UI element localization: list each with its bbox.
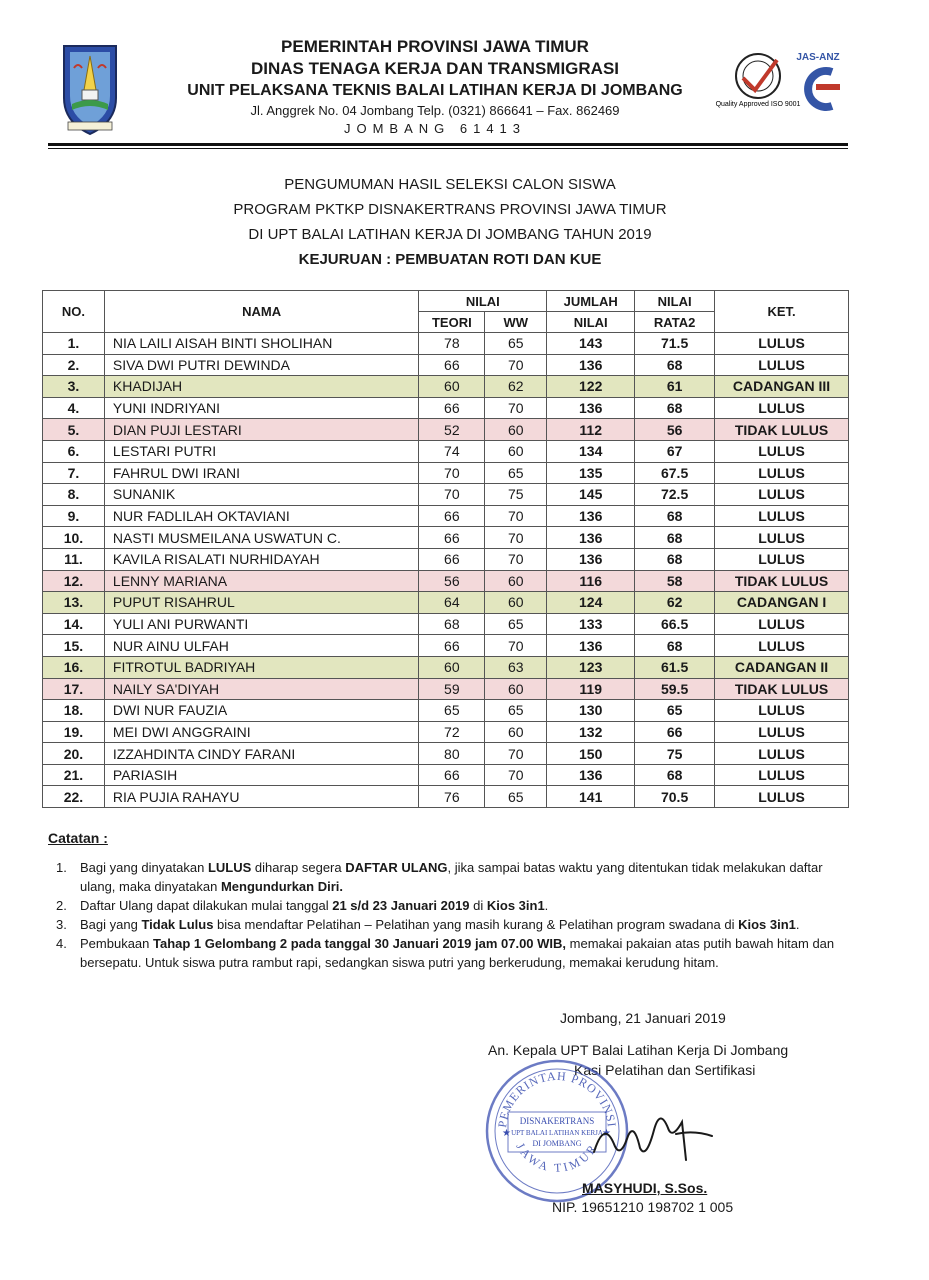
title-line2: PROGRAM PKTKP DISNAKERTRANS PROVINSI JAWA TIMUR xyxy=(233,201,667,218)
cell-rata: 67 xyxy=(635,440,715,462)
signatory-nip: NIP. 19651210 198702 1 005 xyxy=(552,1199,734,1215)
cell-ww: 70 xyxy=(485,743,547,765)
cell-nama: PARIASIH xyxy=(104,764,418,786)
cell-jumlah: 141 xyxy=(547,786,635,808)
cell-teori: 66 xyxy=(419,505,485,527)
table-row xyxy=(43,656,849,678)
cell-jumlah: 136 xyxy=(547,354,635,376)
cell-ww: 65 xyxy=(485,700,547,722)
stamp-line2: UPT BALAI LATIHAN KERJA xyxy=(511,1129,603,1137)
cell-teori: 70 xyxy=(419,484,485,506)
cell-ket: LULUS xyxy=(715,548,849,570)
east-java-emblem-icon xyxy=(58,38,122,138)
cell-jumlah: 136 xyxy=(547,397,635,419)
table-row xyxy=(43,527,849,549)
cell-no: 20. xyxy=(43,743,105,765)
cell-teori: 66 xyxy=(419,548,485,570)
cell-rata: 75 xyxy=(635,743,715,765)
cell-ww: 62 xyxy=(485,376,547,398)
letterhead-line1: PEMERINTAH PROVINSI JAWA TIMUR xyxy=(281,37,589,56)
letterhead-line2: DINAS TENAGA KERJA DAN TRANSMIGRASI xyxy=(250,59,620,78)
table-row xyxy=(43,440,849,462)
table-row xyxy=(43,354,849,376)
table-row xyxy=(43,700,849,722)
cell-no: 4. xyxy=(43,397,105,419)
svg-text:★: ★ xyxy=(602,1128,611,1139)
cell-no: 6. xyxy=(43,440,105,462)
cell-ket: LULUS xyxy=(715,354,849,376)
iso-certification-logo-icon xyxy=(715,50,801,122)
letterhead-city: JOMBANG 61413 xyxy=(343,121,527,136)
cell-ww: 60 xyxy=(485,678,547,700)
header-jumlah-nilai: NILAI xyxy=(547,312,635,333)
cell-jumlah: 145 xyxy=(547,484,635,506)
header-ww: WW xyxy=(485,312,547,333)
cell-jumlah: 136 xyxy=(547,505,635,527)
cell-teori: 56 xyxy=(419,570,485,592)
cell-no: 9. xyxy=(43,505,105,527)
signature-on-behalf: An. Kepala UPT Balai Latihan Kerja Di Jombang xyxy=(488,1042,789,1058)
cell-no: 19. xyxy=(43,721,105,743)
cell-rata: 66.5 xyxy=(635,613,715,635)
cell-teori: 66 xyxy=(419,764,485,786)
cell-teori: 66 xyxy=(419,354,485,376)
cell-no: 15. xyxy=(43,635,105,657)
cell-no: 17. xyxy=(43,678,105,700)
cell-rata: 58 xyxy=(635,570,715,592)
cell-ww: 60 xyxy=(485,419,547,441)
cell-nama: PUPUT RISAHRUL xyxy=(104,592,418,614)
table-row xyxy=(43,484,849,506)
cell-no: 13. xyxy=(43,592,105,614)
stamp-bottom-text: JAWA TIMUR xyxy=(513,1140,601,1175)
cell-ww: 60 xyxy=(485,592,547,614)
cell-ww: 63 xyxy=(485,656,547,678)
cell-ket: LULUS xyxy=(715,786,849,808)
cell-jumlah: 122 xyxy=(547,376,635,398)
cell-jumlah: 134 xyxy=(547,440,635,462)
cell-teori: 59 xyxy=(419,678,485,700)
cert-right-text: JAS-ANZ xyxy=(796,52,840,63)
cell-jumlah: 136 xyxy=(547,548,635,570)
table-row xyxy=(43,462,849,484)
cell-no: 16. xyxy=(43,656,105,678)
cell-ket: LULUS xyxy=(715,700,849,722)
cell-nama: SIVA DWI PUTRI DEWINDA xyxy=(104,354,418,376)
title-kejuruan: KEJURUAN : PEMBUATAN ROTI DAN KUE xyxy=(298,251,602,268)
note-item xyxy=(48,934,848,972)
cell-ww: 70 xyxy=(485,548,547,570)
table-row xyxy=(43,333,849,355)
cell-rata: 65 xyxy=(635,700,715,722)
cell-no: 10. xyxy=(43,527,105,549)
cell-nama: MEI DWI ANGGRAINI xyxy=(104,721,418,743)
jas-anz-logo-icon xyxy=(792,48,844,120)
letterhead-line3: UNIT PELAKSANA TEKNIS BALAI LATIHAN KERJA DI JOMBANG xyxy=(187,82,683,99)
cell-nama: NIA LAILI AISAH BINTI SHOLIHAN xyxy=(104,333,418,355)
cell-ww: 70 xyxy=(485,505,547,527)
table-row xyxy=(43,613,849,635)
cell-rata: 61.5 xyxy=(635,656,715,678)
cell-rata: 68 xyxy=(635,354,715,376)
cell-no: 2. xyxy=(43,354,105,376)
notes-list xyxy=(48,858,848,972)
title-line3: DI UPT BALAI LATIHAN KERJA DI JOMBANG TAHUN 2019 xyxy=(248,226,652,243)
cell-no: 11. xyxy=(43,548,105,570)
cell-ket: TIDAK LULUS xyxy=(715,419,849,441)
header-ket: KET. xyxy=(715,291,849,333)
cell-jumlah: 130 xyxy=(547,700,635,722)
cell-jumlah: 124 xyxy=(547,592,635,614)
cell-nama: LESTARI PUTRI xyxy=(104,440,418,462)
note-item xyxy=(48,896,848,915)
table-row xyxy=(43,721,849,743)
cell-jumlah: 143 xyxy=(547,333,635,355)
cell-no: 1. xyxy=(43,333,105,355)
cell-ket: LULUS xyxy=(715,484,849,506)
notes-heading: Catatan : xyxy=(48,830,108,846)
cell-ww: 70 xyxy=(485,354,547,376)
cell-nama: IZZAHDINTA CINDY FARANI xyxy=(104,743,418,765)
table-row xyxy=(43,786,849,808)
cell-ket: CADANGAN II xyxy=(715,656,849,678)
letterhead xyxy=(130,36,740,138)
cell-ww: 70 xyxy=(485,527,547,549)
cell-ww: 70 xyxy=(485,635,547,657)
cell-ket: LULUS xyxy=(715,505,849,527)
cell-nama: NAILY SA'DIYAH xyxy=(104,678,418,700)
table-row xyxy=(43,743,849,765)
cell-teori: 66 xyxy=(419,527,485,549)
header-teori: TEORI xyxy=(419,312,485,333)
cell-no: 3. xyxy=(43,376,105,398)
cell-nama: YULI ANI PURWANTI xyxy=(104,613,418,635)
note-text: Pembukaan Tahap 1 Gelombang 2 pada tanggal 30 Januari 2019 jam 07.00 WIB, memakai pakaian atas putih bawah hitam dan bersepatu. Untuk siswa putra rambut rapi, sedangkan siswa putri yang berkerudung, memakai kerudung hitam. xyxy=(80,936,835,970)
cell-ket: CADANGAN I xyxy=(715,592,849,614)
cell-jumlah: 135 xyxy=(547,462,635,484)
stamp-top-text: PEMERINTAH PROVINSI xyxy=(495,1068,619,1129)
note-number: 4. xyxy=(56,936,67,951)
table-row xyxy=(43,764,849,786)
svg-text:★: ★ xyxy=(502,1128,511,1139)
note-text: Bagi yang Tidak Lulus bisa mendaftar Pelatihan – Pelatihan yang masih kurang & Pelatihan program swadana di Kios 3in1. xyxy=(80,917,800,932)
cell-nama: KHADIJAH xyxy=(104,376,418,398)
cell-ket: LULUS xyxy=(715,764,849,786)
cell-teori: 80 xyxy=(419,743,485,765)
cell-nama: FAHRUL DWI IRANI xyxy=(104,462,418,484)
cell-nama: YUNI INDRIYANI xyxy=(104,397,418,419)
cell-ket: CADANGAN III xyxy=(715,376,849,398)
table-row xyxy=(43,678,849,700)
cert-left-text: Quality Approved ISO 9001 xyxy=(715,101,801,108)
cell-ket: LULUS xyxy=(715,440,849,462)
cell-nama: FITROTUL BADRIYAH xyxy=(104,656,418,678)
stamp-line3: DI JOMBANG xyxy=(532,1139,582,1148)
cell-teori: 60 xyxy=(419,656,485,678)
cell-rata: 71.5 xyxy=(635,333,715,355)
cell-rata: 67.5 xyxy=(635,462,715,484)
table-row xyxy=(43,592,849,614)
cell-no: 21. xyxy=(43,764,105,786)
cell-jumlah: 116 xyxy=(547,570,635,592)
title-line1: PENGUMUMAN HASIL SELEKSI CALON SISWA xyxy=(284,176,616,193)
header-nama: NAMA xyxy=(104,291,418,333)
cell-rata: 68 xyxy=(635,527,715,549)
note-number: 3. xyxy=(56,917,67,932)
cell-ket: LULUS xyxy=(715,613,849,635)
cell-teori: 66 xyxy=(419,397,485,419)
cell-ww: 65 xyxy=(485,462,547,484)
table-row xyxy=(43,419,849,441)
note-text: Daftar Ulang dapat dilakukan mulai tanggal 21 s/d 23 Januari 2019 di Kios 3in1. xyxy=(80,898,549,913)
cell-teori: 65 xyxy=(419,700,485,722)
cell-nama: NUR AINU ULFAH xyxy=(104,635,418,657)
table-row xyxy=(43,376,849,398)
cell-rata: 56 xyxy=(635,419,715,441)
cell-jumlah: 112 xyxy=(547,419,635,441)
cell-ww: 70 xyxy=(485,397,547,419)
cell-nama: NUR FADLILAH OKTAVIANI xyxy=(104,505,418,527)
header-jumlah: JUMLAH xyxy=(547,291,635,312)
results-table xyxy=(42,290,849,808)
cell-jumlah: 136 xyxy=(547,764,635,786)
cell-teori: 60 xyxy=(419,376,485,398)
cell-rata: 68 xyxy=(635,635,715,657)
cell-ww: 60 xyxy=(485,440,547,462)
cell-ww: 60 xyxy=(485,570,547,592)
cell-jumlah: 150 xyxy=(547,743,635,765)
cell-ket: TIDAK LULUS xyxy=(715,570,849,592)
cell-teori: 52 xyxy=(419,419,485,441)
cell-nama: SUNANIK xyxy=(104,484,418,506)
cell-teori: 72 xyxy=(419,721,485,743)
cell-no: 5. xyxy=(43,419,105,441)
cell-nama: KAVILA RISALATI NURHIDAYAH xyxy=(104,548,418,570)
cell-rata: 70.5 xyxy=(635,786,715,808)
cell-ww: 65 xyxy=(485,786,547,808)
cell-ket: LULUS xyxy=(715,527,849,549)
cell-nama: NASTI MUSMEILANA USWATUN C. xyxy=(104,527,418,549)
header-rata2: RATA2 xyxy=(635,312,715,333)
cell-nama: DWI NUR FAUZIA xyxy=(104,700,418,722)
table-row xyxy=(43,548,849,570)
signature-position: Kasi Pelatihan dan Sertifikasi xyxy=(574,1062,756,1078)
handwritten-signature-icon xyxy=(590,1100,720,1170)
note-number: 1. xyxy=(56,860,67,875)
note-text: Bagi yang dinyatakan LULUS diharap segera DAFTAR ULANG, jika sampai batas waktu yang ditentukan tidak melakukan daftar ulang, maka dinyatakan Mengundurkan Diri. xyxy=(80,860,823,894)
cell-ww: 70 xyxy=(485,764,547,786)
cell-teori: 68 xyxy=(419,613,485,635)
table-row xyxy=(43,505,849,527)
cell-ket: TIDAK LULUS xyxy=(715,678,849,700)
announcement-title xyxy=(100,172,800,272)
cell-ww: 65 xyxy=(485,613,547,635)
results-table-body xyxy=(43,333,849,808)
table-row xyxy=(43,397,849,419)
table-row xyxy=(43,635,849,657)
cell-ket: LULUS xyxy=(715,721,849,743)
cell-rata: 68 xyxy=(635,764,715,786)
cell-rata: 68 xyxy=(635,505,715,527)
cell-teori: 74 xyxy=(419,440,485,462)
letterhead-rule-thin xyxy=(48,148,848,149)
header-no: NO. xyxy=(43,291,105,333)
cell-ket: LULUS xyxy=(715,635,849,657)
cell-rata: 59.5 xyxy=(635,678,715,700)
cell-nama: DIAN PUJI LESTARI xyxy=(104,419,418,441)
letterhead-address: Jl. Anggrek No. 04 Jombang Telp. (0321) 866641 – Fax. 862469 xyxy=(250,103,620,118)
cell-nama: RIA PUJIA RAHAYU xyxy=(104,786,418,808)
note-number: 2. xyxy=(56,898,67,913)
signature-place-date: Jombang, 21 Januari 2019 xyxy=(560,1010,726,1026)
cell-rata: 66 xyxy=(635,721,715,743)
cell-jumlah: 136 xyxy=(547,635,635,657)
cell-ket: LULUS xyxy=(715,333,849,355)
cell-jumlah: 132 xyxy=(547,721,635,743)
cell-teori: 64 xyxy=(419,592,485,614)
cell-no: 12. xyxy=(43,570,105,592)
stamp-line1: DISNAKERTRANS xyxy=(519,1116,595,1126)
cell-rata: 68 xyxy=(635,397,715,419)
cell-no: 18. xyxy=(43,700,105,722)
table-row xyxy=(43,570,849,592)
cell-teori: 66 xyxy=(419,635,485,657)
note-item xyxy=(48,858,848,896)
cell-no: 14. xyxy=(43,613,105,635)
cell-ket: LULUS xyxy=(715,743,849,765)
cell-rata: 72.5 xyxy=(635,484,715,506)
note-item xyxy=(48,915,848,934)
signatory-name: MASYHUDI, S.Sos. xyxy=(582,1180,708,1196)
cell-ww: 60 xyxy=(485,721,547,743)
letterhead-rule-thick xyxy=(48,143,848,146)
cell-ww: 75 xyxy=(485,484,547,506)
cell-jumlah: 123 xyxy=(547,656,635,678)
cell-rata: 61 xyxy=(635,376,715,398)
header-rata: NILAI xyxy=(635,291,715,312)
cell-nama: LENNY MARIANA xyxy=(104,570,418,592)
cell-ket: LULUS xyxy=(715,397,849,419)
cell-ket: LULUS xyxy=(715,462,849,484)
cell-teori: 70 xyxy=(419,462,485,484)
header-nilai: NILAI xyxy=(419,291,547,312)
cell-no: 8. xyxy=(43,484,105,506)
cell-rata: 62 xyxy=(635,592,715,614)
cell-rata: 68 xyxy=(635,548,715,570)
cell-ww: 65 xyxy=(485,333,547,355)
cell-jumlah: 119 xyxy=(547,678,635,700)
cell-teori: 76 xyxy=(419,786,485,808)
cell-teori: 78 xyxy=(419,333,485,355)
cell-jumlah: 133 xyxy=(547,613,635,635)
cell-jumlah: 136 xyxy=(547,527,635,549)
cell-no: 22. xyxy=(43,786,105,808)
cell-no: 7. xyxy=(43,462,105,484)
